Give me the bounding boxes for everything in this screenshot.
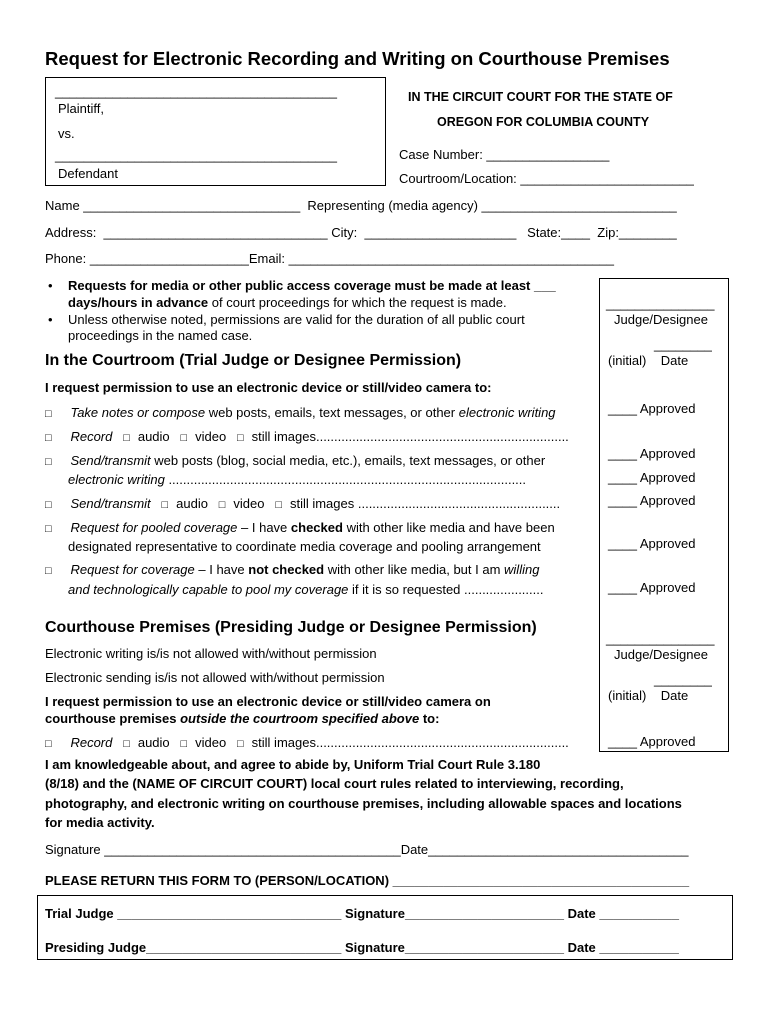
coverage-have: I have	[209, 562, 249, 577]
coverage-rest: with other like media, but I am	[324, 562, 505, 577]
premises-request-line-2	[45, 711, 439, 726]
send-media-label: Send/transmit	[70, 496, 151, 511]
plaintiff-label: Plaintiff,	[58, 101, 105, 116]
coverage-line2-italic: and technologically capable to pool my coverage	[68, 582, 349, 597]
send-line2-italic: electronic writing	[68, 472, 165, 487]
signature-date-field[interactable]: Signature _________________________________________Date____________________________________	[45, 842, 689, 857]
defendant-line[interactable]: _______________________________________	[55, 148, 337, 163]
premises-request-bold: courthouse premises	[45, 711, 181, 726]
bullet-2-line-2: proceedings in the named case.	[68, 328, 253, 343]
case-number-field[interactable]: Case Number: _________________	[399, 147, 610, 162]
return-to-field[interactable]: PLEASE RETURN THIS FORM TO (PERSON/LOCATION) _________________________________________	[45, 873, 690, 888]
approved-premises[interactable]: ____ Approved	[608, 734, 696, 749]
electronic-sending-line: Electronic sending is/is not allowed with/without permission	[45, 670, 385, 685]
checkbox-icon[interactable]: □	[45, 565, 52, 577]
courtroom-location-field[interactable]: Courtroom/Location: ________________________	[399, 171, 694, 186]
checkbox-icon[interactable]: □	[45, 408, 52, 420]
bullet-2-line-1: Unless otherwise noted, permissions are valid for the duration of all public court	[68, 312, 525, 327]
checkbox-icon[interactable]: □	[218, 499, 226, 511]
agreement-line-2: (8/18) and the (NAME OF CIRCUIT COURT) local court rules related to interviewing, recording,	[45, 776, 624, 791]
electronic-writing-line: Electronic writing is/is not allowed with/without permission	[45, 646, 377, 661]
pooled-rest: with other like media and have been	[342, 520, 555, 535]
agreement-line-4: for media activity.	[45, 815, 155, 830]
take-notes-italic: Take notes or compose	[70, 405, 206, 420]
initial-date-label: (initial) Date	[608, 353, 689, 368]
plaintiff-line[interactable]: _______________________________________	[55, 84, 337, 99]
record-row	[45, 429, 569, 444]
initial-date-line[interactable]: ________	[654, 337, 712, 352]
checkbox-icon[interactable]: □	[123, 432, 130, 444]
checkbox-icon[interactable]: □	[45, 523, 52, 535]
checkbox-icon[interactable]: □	[275, 499, 282, 511]
audio-label: audio	[137, 735, 170, 750]
audio-label: audio	[176, 496, 208, 511]
checkbox-icon[interactable]: □	[45, 432, 52, 444]
agreement-line-1: I am knowledgeable about, and agree to abide by, Uniform Trial Court Rule 3.180	[45, 757, 541, 772]
coverage-row-line-2	[68, 582, 543, 597]
pooled-row	[45, 520, 555, 535]
send-row	[45, 453, 545, 468]
agreement-line-3: photography, and electronic writing on courthouse premises, including allowable spaces and locations	[45, 796, 682, 811]
still-images-label: still images	[251, 429, 316, 444]
initial-date-line-2[interactable]: ________	[654, 672, 712, 687]
coverage-willing: willing	[504, 562, 540, 577]
premises-record-row	[45, 735, 569, 750]
judge-designee-label: Judge/Designee	[614, 312, 708, 327]
court-line-2: OREGON FOR COLUMBIA COUNTY	[437, 115, 650, 129]
bullet-1-line-1: Requests for media or other public access coverage must be made at least ___	[68, 278, 556, 293]
premises-request-end: to:	[419, 711, 440, 726]
video-label: video	[195, 429, 227, 444]
video-label: video	[195, 735, 227, 750]
courtroom-section-heading: In the Courtroom (Trial Judge or Designee Permission)	[45, 352, 462, 369]
approved-send[interactable]: ____ Approved	[608, 470, 696, 485]
checkbox-icon[interactable]: □	[45, 456, 52, 468]
coverage-not-checked: not checked	[248, 562, 325, 577]
checkbox-icon[interactable]: □	[45, 738, 52, 750]
record-label: Record	[70, 429, 113, 444]
premises-section-heading: Courthouse Premises (Presiding Judge or Designee Permission)	[45, 619, 537, 636]
send-line2-dots: ...................................................................................................	[164, 472, 527, 487]
checkbox-icon[interactable]: □	[123, 738, 130, 750]
still-images-label: still images	[251, 735, 316, 750]
address-field[interactable]: Address: _______________________________ City: _____________________ State:____ Zip:________	[45, 225, 677, 240]
still-images-label: still images	[289, 496, 355, 511]
record-dots: ......................................................................	[315, 429, 569, 444]
bullet-icon: •	[48, 312, 53, 327]
checkbox-icon[interactable]: □	[180, 738, 188, 750]
premises-record-dots: ......................................................................	[315, 735, 569, 750]
coverage-dash: –	[194, 562, 210, 577]
courtroom-intro: I request permission to use an electronic device or still/video camera to:	[45, 380, 492, 395]
advance-notice-bold: days/hours in advance	[68, 295, 209, 310]
approved-pooled[interactable]: ____ Approved	[608, 536, 696, 551]
premises-request-line-1: I request permission to use an electronic device or still/video camera on	[45, 694, 491, 709]
pooled-italic: Request for pooled coverage	[70, 520, 238, 535]
approved-coverage[interactable]: ____ Approved	[608, 580, 696, 595]
take-notes-row	[45, 405, 556, 420]
send-media-row	[45, 496, 560, 511]
judge-designee-line-2[interactable]: _______________	[606, 631, 715, 646]
judge-designee-label-2: Judge/Designee	[614, 647, 708, 662]
phone-email-field[interactable]: Phone: ______________________Email: _____________________________________________	[45, 251, 614, 266]
page-title: Request for Electronic Recording and Writing on Courthouse Premises	[45, 48, 670, 69]
bullet-1-line-2	[68, 295, 507, 310]
vs-label: vs.	[58, 126, 75, 141]
court-line-1: IN THE CIRCUIT COURT FOR THE STATE OF	[408, 90, 673, 104]
approved-take-notes[interactable]: ____ Approved	[608, 401, 696, 416]
take-notes-end: electronic writing	[458, 405, 556, 420]
checkbox-icon[interactable]: □	[45, 499, 52, 511]
judge-designee-line[interactable]: _______________	[606, 296, 715, 311]
initial-date-label-2: (initial) Date	[608, 688, 689, 703]
send-italic: Send/transmit	[70, 453, 151, 468]
checkbox-icon[interactable]: □	[237, 738, 244, 750]
approved-record[interactable]: ____ Approved	[608, 446, 696, 461]
checkbox-icon[interactable]: □	[237, 432, 244, 444]
trial-judge-field[interactable]: Trial Judge _______________________________ Signature______________________ Date ___________	[45, 906, 679, 921]
pooled-row-line-2: designated representative to coordinate media coverage and pooling arrangement	[68, 539, 541, 554]
approved-send-media[interactable]: ____ Approved	[608, 493, 696, 508]
premises-request-italic: outside the courtroom specified above	[180, 711, 420, 726]
take-notes-text: web posts, emails, text messages, or other	[205, 405, 459, 420]
pooled-dash: –	[237, 520, 252, 535]
bullet-icon: •	[48, 278, 53, 293]
name-agency-field[interactable]: Name ______________________________ Representing (media agency) ___________________________	[45, 198, 677, 213]
record-label: Record	[70, 735, 113, 750]
send-text: web posts (blog, social media, etc.), emails, text messages, or other	[150, 453, 546, 468]
checkbox-icon[interactable]: □	[161, 499, 169, 511]
coverage-italic: Request for coverage	[70, 562, 195, 577]
send-media-dots: ........................................................	[354, 496, 561, 511]
pooled-checked: checked	[290, 520, 343, 535]
video-label: video	[233, 496, 265, 511]
advance-notice-text: of court proceedings for which the request is made.	[208, 295, 507, 310]
presiding-judge-field[interactable]: Presiding Judge___________________________ Signature______________________ Date ___________	[45, 940, 679, 955]
coverage-line2-rest: if it is so requested ......................	[348, 582, 544, 597]
defendant-label: Defendant	[58, 166, 118, 181]
checkbox-icon[interactable]: □	[180, 432, 188, 444]
audio-label: audio	[137, 429, 170, 444]
pooled-have: I have	[251, 520, 291, 535]
coverage-row	[45, 562, 539, 577]
send-row-line-2	[68, 472, 526, 487]
